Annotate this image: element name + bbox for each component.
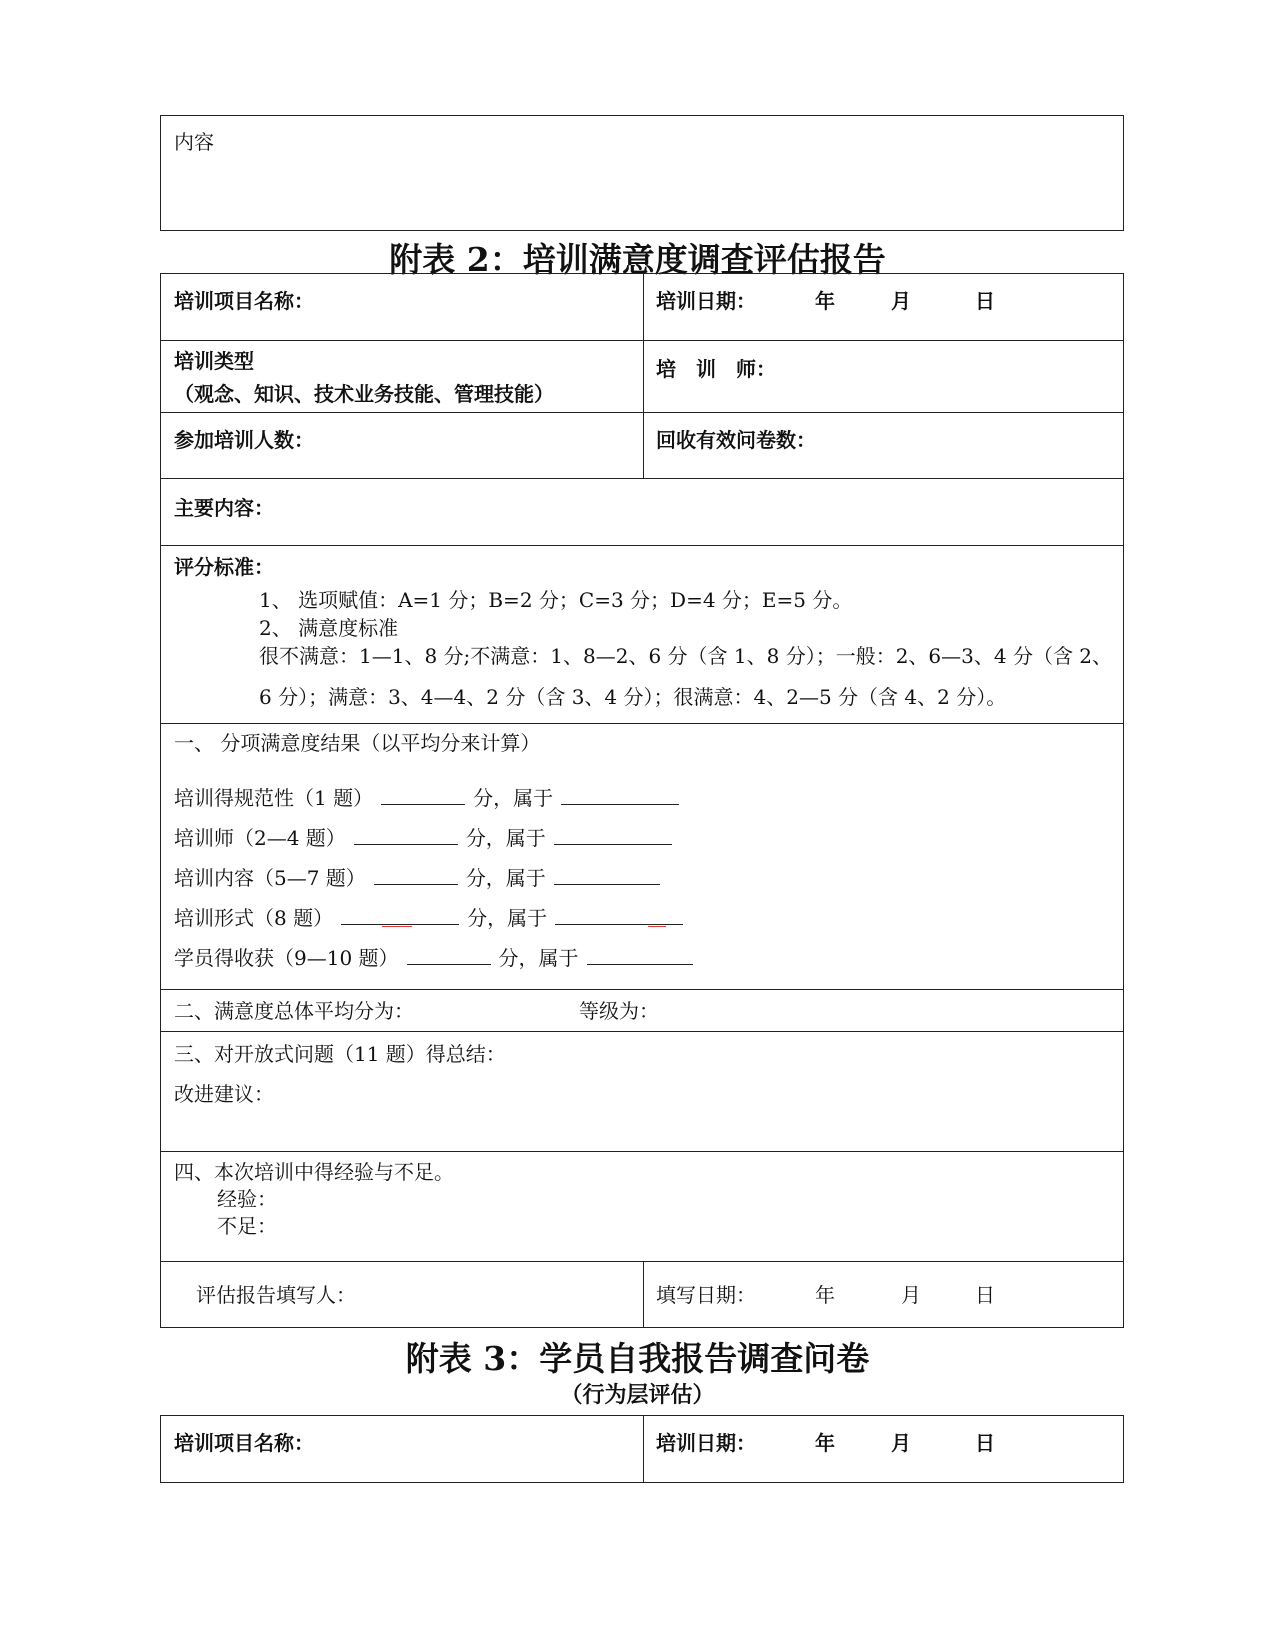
result-row [174,864,668,890]
scoring-item-2: 2、 满意度标准 [259,616,399,640]
date-year: 年 [815,289,835,313]
result-row-label: 培训师（2—4 题） [174,826,346,850]
section3-label: 三、对开放式问题（11 题）得总结： [174,1042,506,1066]
form3-training-date-label: 培训日期： [656,1431,756,1455]
result-row [174,824,680,850]
result-row [174,904,691,930]
training-type-label: 培训类型 [174,349,254,373]
form2-row-divider [160,723,1124,724]
score-blank [341,904,459,925]
form2-title: 附表 2：培训满意度调查评估报告 [389,240,886,279]
scoring-item-1: 1、 选项赋值：A=1 分；B=2 分；C=3 分；D=4 分；E=5 分。 [259,588,853,612]
form2-col-divider [643,273,644,478]
top-content-box [160,115,1124,231]
fill-date-day: 日 [975,1283,995,1307]
section4-label: 四、本次培训中得经验与不足。 [174,1160,454,1184]
section2-label: 二、满意度总体平均分为： [174,999,414,1023]
result-row [174,944,701,970]
result-row-label: 学员得收获（9—10 题） [174,946,399,970]
result-row-label: 培训形式（8 题） [174,906,334,930]
form2-row-divider [160,412,1124,413]
score-blank [374,864,458,885]
form2-row-divider [160,989,1124,990]
grade-blank [561,784,679,805]
grade-blank [555,904,683,925]
grade-blank [554,864,660,885]
form3-subtitle: （行为层评估） [560,1382,715,1408]
form2-row-divider [160,1151,1124,1152]
trainer-label: 培 训 师： [656,357,776,381]
form3-date-year: 年 [815,1431,835,1455]
participants-label: 参加培训人数： [174,428,314,452]
main-content-label: 主要内容： [174,496,274,520]
form3-project-name-label: 培训项目名称： [174,1431,314,1455]
fill-date-month: 月 [901,1283,921,1307]
result-row-label: 培训内容（5—7 题） [174,866,366,890]
report-filler-label: 评估报告填写人： [196,1283,356,1307]
form3-col-divider [643,1415,644,1483]
section2-grade-label: 等级为： [579,999,659,1023]
form3-date-day: 日 [975,1431,995,1455]
score-blank [381,784,465,805]
shortcoming-label: 不足： [217,1214,277,1238]
scoring-line-4: 6 分）；满意：3、4—4、2 分（含 3、4 分）；很满意：4、2—5 分（含 4、2 分）。 [259,685,1007,709]
score-blank [407,944,491,965]
form2-row-divider [160,478,1124,479]
result-row-mid: 分，属于 [473,786,554,810]
form2-row-divider [160,545,1124,546]
fill-date-year: 年 [815,1283,835,1307]
result-row-label: 培训得规范性（1 题） [174,786,374,810]
grade-blank [554,824,672,845]
top-content-label: 内容 [174,130,214,154]
result-row-mid: 分，属于 [465,826,546,850]
training-type-options: （观念、知识、技术业务技能、管理技能） [174,382,554,406]
form2-row-divider [160,1031,1124,1032]
fill-date-label: 填写日期： [656,1283,756,1307]
experience-label: 经验： [217,1187,277,1211]
score-blank [354,824,458,845]
form2-row-divider [160,1261,1124,1262]
suggestion-label: 改进建议： [174,1082,274,1106]
form3-date-month: 月 [891,1431,911,1455]
form2-row-divider [160,340,1124,341]
spellcheck-mark [648,926,666,927]
grade-blank [587,944,693,965]
form2-col-divider [643,1261,644,1328]
form3-title: 附表 3：学员自我报告调查问卷 [405,1339,870,1378]
scoring-line-3: 很不满意：1—1、8 分;不满意：1、8—2、6 分（含 1、8 分）；一般：2、6—3、4 分（含 2、 [259,644,1113,668]
valid-questionnaires-label: 回收有效问卷数： [656,428,816,452]
result-row [174,784,687,810]
project-name-label: 培训项目名称： [174,289,314,313]
result-row-mid: 分，属于 [467,906,548,930]
date-day: 日 [975,289,995,313]
section1-title: 一、 分项满意度结果（以平均分来计算） [174,731,541,755]
scoring-label: 评分标准： [174,555,274,579]
result-row-mid: 分，属于 [465,866,546,890]
training-date-label: 培训日期： [656,289,756,313]
spellcheck-mark [382,926,412,927]
result-row-mid: 分，属于 [498,946,579,970]
date-month: 月 [891,289,911,313]
